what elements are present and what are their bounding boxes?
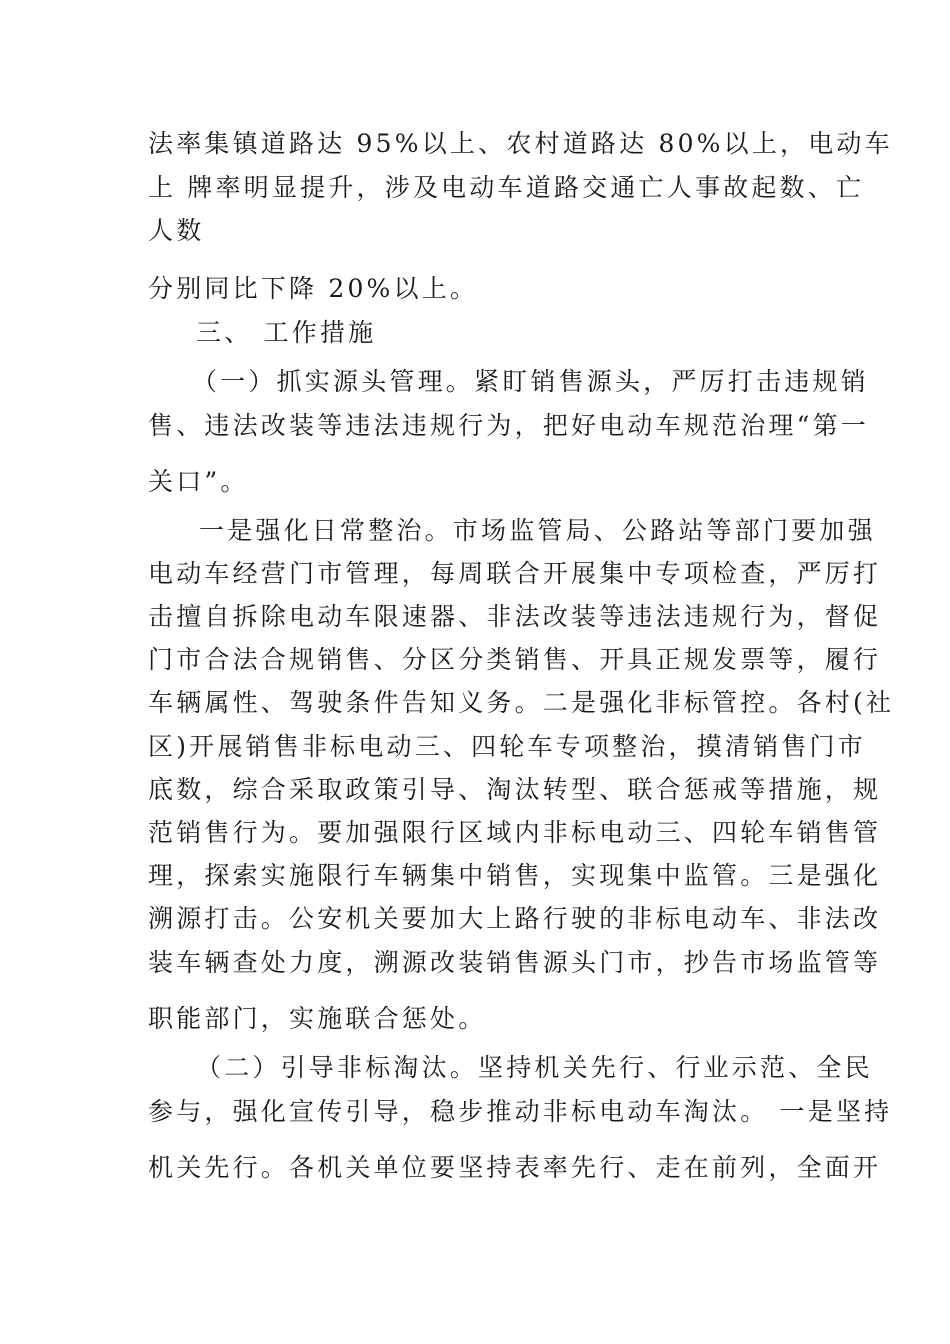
text-line: 人数: [148, 216, 205, 245]
text-line: 门市合法合规销售、分区分类销售、开具正规发票等，履行: [148, 645, 882, 674]
text-line: 区)开展销售非标电动三、四轮车专项整治，摸清销售门市: [148, 732, 866, 761]
text-line: 分别同比下降 20%以上。: [148, 274, 479, 303]
text-line: （二）引导非标淘汰。坚持机关先行、行业示范、全民: [196, 1053, 873, 1082]
text-line: 一是强化日常整治。市场监管局、公路站等部门要加强: [199, 516, 876, 545]
text-line: 参与，强化宣传引导，稳步推动非标电动车淘汰。 一是坚持: [148, 1097, 893, 1126]
text-line: 售、违法改装等违法违规行为，把好电动车规范治理“第一: [148, 411, 869, 440]
text-line: 理，探索实施限行车辆集中销售，实现集中监管。三是强化: [148, 861, 882, 890]
text-line: 电动车经营门市管理，每周联合开展集中专项检查，严厉打: [148, 559, 882, 588]
text-line: 机关先行。各机关单位要坚持表率先行、走在前列，全面开: [148, 1153, 882, 1182]
text-line: 范销售行为。要加强限行区域内非标电动三、四轮车销售管: [148, 818, 882, 847]
text-line: 上 牌率明显提升，涉及电动车道路交通亡人事故起数、亡: [148, 173, 865, 202]
text-line: （一）抓实源头管理。紧盯销售源头，严厉打击违规销: [192, 367, 869, 396]
text-line: 法率集镇道路达 95%以上、农村道路达 80%以上，电动车: [148, 129, 893, 158]
text-line: 装车辆查处力度，溯源改装销售源头门市，抄告市场监管等: [148, 948, 882, 977]
text-line: 关口”。: [148, 467, 249, 496]
text-line: 溯源打击。公安机关要加大上路行驶的非标电动车、非法改: [148, 904, 882, 933]
section-heading: 三、 工作措施: [196, 318, 377, 347]
text-line: 职能部门，实施联合惩处。: [148, 1004, 487, 1033]
text-line: 击擅自拆除电动车限速器、非法改装等违法违规行为，督促: [148, 602, 882, 631]
text-line: 车辆属性、驾驶条件告知义务。二是强化非标管控。各村(社: [148, 688, 895, 717]
text-line: 底数，综合采取政策引导、淘汰转型、联合惩戒等措施，规: [148, 775, 882, 804]
